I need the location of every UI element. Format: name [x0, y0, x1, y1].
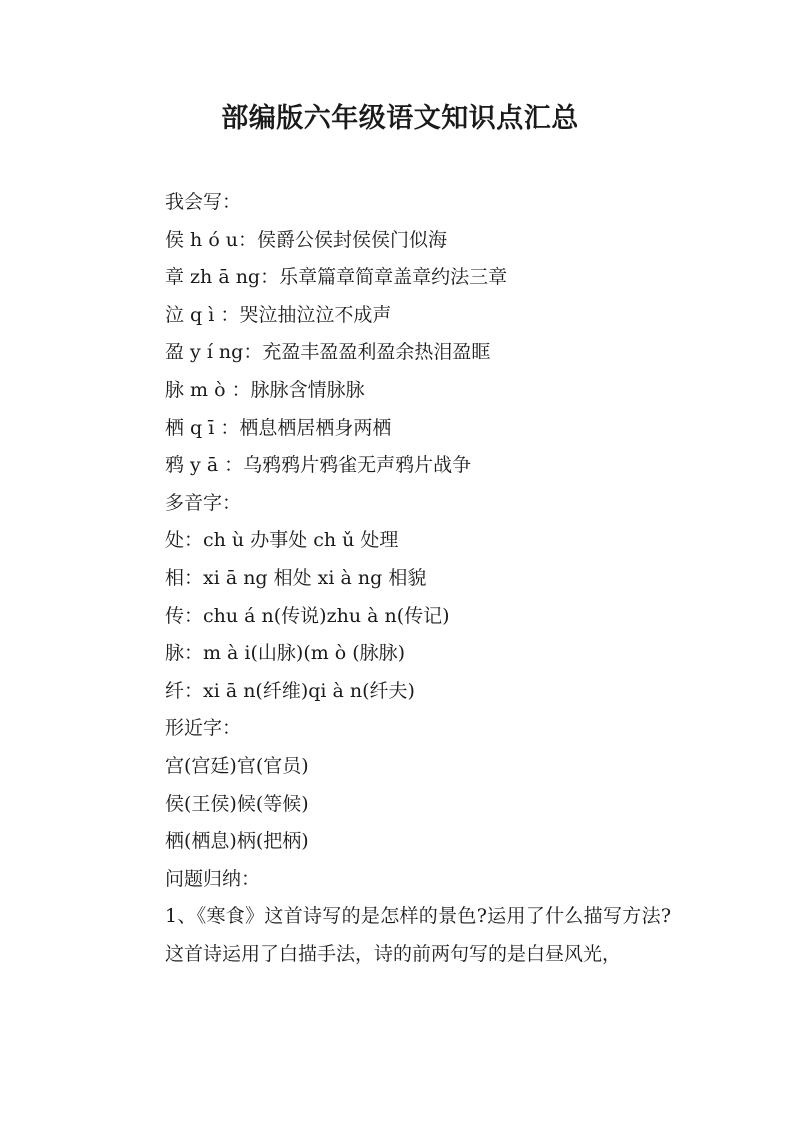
vocab-line: 鸦 y ā ：乌鸦鸦片鸦雀无声鸦片战争 [165, 454, 472, 477]
section-heading-polyphonic: 多音字： [165, 491, 242, 514]
vocab-line: 脉 m ò ：脉脉含情脉脉 [165, 378, 365, 401]
polyphonic-line: 纤：xi ā n(纤维)qi à n(纤夫) [165, 679, 415, 702]
section-heading-questions: 问题归纳： [165, 867, 261, 890]
question-paragraph: 1、《寒食》这首诗写的是怎样的景色?运用了什么描写方法? [165, 905, 672, 928]
vocab-line: 泣 q ì ：哭泣抽泣泣不成声 [165, 303, 392, 326]
similar-char-line: 宫(宫廷)官(官员) [165, 754, 309, 777]
section-heading-similar: 形近字： [165, 717, 242, 740]
polyphonic-line: 处：ch ù 办事处 ch ǔ 处理 [165, 529, 399, 552]
vocab-line: 盈 y í ng：充盈丰盈盈利盈余热泪盈眶 [165, 341, 491, 364]
similar-char-line: 栖(栖息)柄(把柄) [165, 830, 309, 853]
similar-char-line: 侯(王侯)候(等候) [165, 792, 309, 815]
document-body [120, 184, 685, 973]
polyphonic-line: 传：chu á n(传说)zhu à n(传记) [165, 604, 450, 627]
polyphonic-line: 脉：m à i(山脉)(m ò (脉脉) [165, 642, 406, 665]
document-title: 部编版六年级语文知识点汇总 [221, 103, 579, 134]
polyphonic-line: 相：xi ā ng 相处 xi à ng 相貌 [165, 566, 427, 589]
vocab-line: 栖 q ī ：栖息栖居栖身两栖 [165, 416, 392, 439]
vocab-line: 章 zh ā ng：乐章篇章简章盖章约法三章 [165, 266, 508, 289]
section-heading-write: 我会写： [165, 191, 242, 213]
vocab-line: 侯 h ó u：侯爵公侯封侯侯门似海 [165, 228, 448, 251]
answer-paragraph: 这首诗运用了白描手法，诗的前两句写的是白昼风光， [165, 942, 622, 965]
